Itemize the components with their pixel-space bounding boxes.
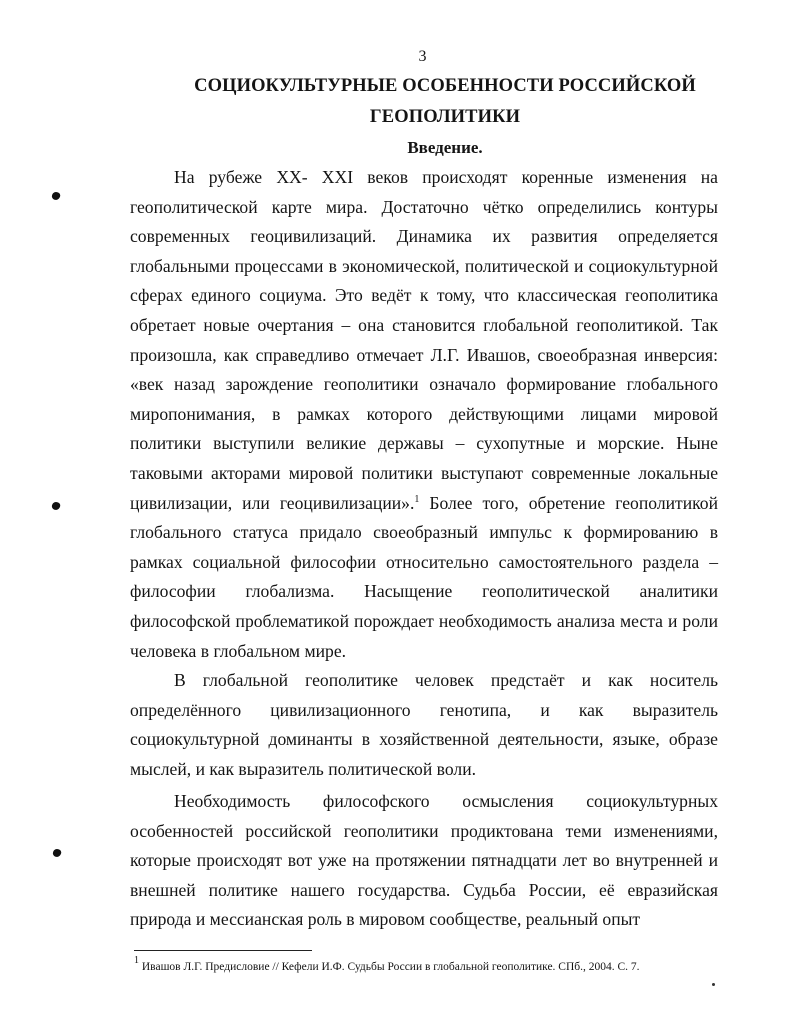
section-heading: Введение. xyxy=(407,138,483,157)
paragraph-2-text: В глобальной геополитике человек предстаёт и как носитель определённого цивилизационного генотипа, и как выразитель социокультурной доминанты в хозяйственной деятельности, языке, образе мыслей, и как выразитель политической воли. xyxy=(130,670,718,779)
body-paragraph-3 xyxy=(130,787,718,935)
body-paragraph-2 xyxy=(130,666,718,784)
paragraph-1-text-b: Более того, обретение геополитикой глобального статуса придало своеобразный импульс к формированию в рамках социальной философии относительно самостоятельного раздела – философии глобализма. Насыщение геополитической аналитики философской проблематикой порождает необходимость анализа места и роли человека в глобальном мире. xyxy=(130,492,718,661)
footnote-marker: 1 xyxy=(134,955,139,966)
footnote-separator xyxy=(134,950,312,951)
paragraph-3-text: Необходимость философского осмысления социокультурных особенностей российской геополитики продиктована теми изменениями, которые происходят вот уже на протяжении пятнадцати лет во внутренней и внешней политике нашего государства. Судьба России, её евразийская природа и мессианская роль в мировом сообществе, реальный опыт xyxy=(130,791,718,930)
scan-mark-icon xyxy=(51,191,61,201)
title-line-1: СОЦИОКУЛЬТУРНЫЕ ОСОБЕННОСТИ РОССИЙСКОЙ xyxy=(194,76,696,96)
scan-mark-icon xyxy=(51,501,61,511)
page-number: 3 xyxy=(418,48,427,65)
scan-dot-icon xyxy=(712,983,715,986)
footnote-reference[interactable]: 1 xyxy=(414,493,420,505)
footnote xyxy=(134,955,734,975)
footnote-text: Ивашов Л.Г. Предисловие // Кефели И.Ф. Судьбы России в глобальной геополитике. СПб., 2004. С. 7. xyxy=(139,961,640,973)
scan-mark-icon xyxy=(52,848,62,858)
title-line-2: ГЕОПОЛИТИКИ xyxy=(369,107,521,127)
body-paragraph-1 xyxy=(130,163,718,666)
paragraph-1-text-a: На рубеже XX- XXI веков происходят коренные изменения на геополитической карте мира. Достаточно чётко определились контуры современных геоцивилизаций. Динамика их развития определяется глобальными процессами в экономической, политической и социокультурной сферах единого социума. Это ведёт к тому, что классическая геополитика обретает новые очертания – она становится глобальной геополитикой. Так произошла, как справедливо отмечает Л.Г. Ивашов, своеобразная инверсия: «век назад зарождение геополитики означало формирование глобального миропонимания, в рамках которого действующими лицами мировой политики выступили великие державы – сухопутные и морские. Ныне таковыми акторами мировой политики выступают современные локальные цивилизации, или геоцивилизации». xyxy=(130,167,718,513)
